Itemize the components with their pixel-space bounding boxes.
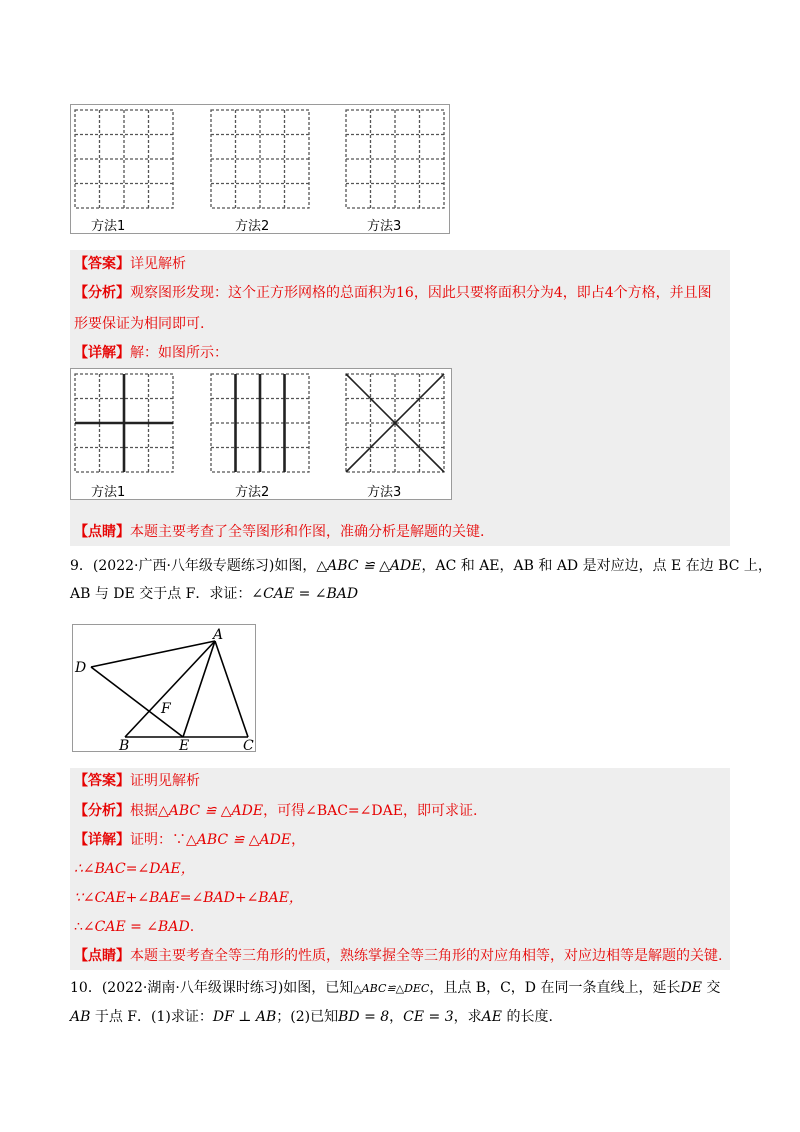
q10-line2-e: 的长度. (502, 1009, 553, 1025)
q10-line1-c: 交 (701, 980, 721, 996)
q8-detail (74, 343, 228, 363)
q8-answer (74, 254, 186, 274)
q9-stem-line-2 (70, 584, 358, 604)
point-label-f: F (161, 701, 171, 717)
comment-text: 本题主要考查了全等图形和作图，准确分析是解题的关键. (130, 524, 485, 540)
q9-analysis-tag: 【分析】 (74, 803, 130, 819)
q9-step-1: ∴∠BAC=∠DAE， (74, 861, 195, 877)
q9-step-3-prefix: ∴ (74, 919, 83, 935)
q10-stem-line-1 (70, 978, 720, 999)
solution-label-method-3: 方法3 (367, 485, 402, 500)
q9-detail-a: 证明：∵ (130, 832, 186, 848)
q9-comment-text: 本题主要考查全等三角形的性质，熟练掌握全等三角形的对应角相等，对应边相等是解题的关键. (130, 948, 723, 964)
q9-prove: ∠CAE = ∠BAD (251, 586, 359, 602)
q10-ab: AB (70, 1009, 91, 1025)
detail-text: 解：如图所示： (130, 345, 228, 361)
q9-detail (74, 830, 305, 850)
analysis-text-1: 观察图形发现：这个正方形网格的总面积为16，因此只要将面积分为4，即占4个方格，并且图 (130, 285, 712, 301)
answer-tag: 【答案】 (74, 256, 130, 272)
q10-line2-b: ；(2)已知 (276, 1009, 339, 1025)
solution-label-method-2: 方法2 (235, 485, 270, 500)
answer-text: 详见解析 (130, 256, 186, 272)
solution-grid-method-2 (210, 373, 310, 473)
label-method-3: 方法3 (367, 219, 402, 234)
q9-detail-b: ， (291, 832, 306, 848)
q8-analysis-line-2: 形要保证为相同即可. (74, 316, 205, 332)
q8-solution-figure (70, 368, 452, 500)
q9-answer-text: 证明见解析 (130, 773, 200, 789)
q9-comment-tag: 【点睛】 (74, 948, 130, 964)
q9-stem-2: AB 与 DE 交于点 F．求证： (70, 586, 252, 602)
point-label-e: E (179, 738, 190, 751)
q10-line2-c: ， (389, 1009, 404, 1025)
point-label-d: D (75, 660, 87, 676)
q10-ae: AE (481, 1009, 502, 1025)
q9-number: 9． (70, 558, 93, 574)
q9-stem-a: ，AC 和 AE，AB 和 AD 是对应边，点 E 在边 BC 上， (421, 558, 772, 574)
q10-line2-d: ，求 (453, 1009, 482, 1025)
q9-step-3-suffix: . (189, 919, 195, 935)
solution-grid-method-3 (345, 373, 445, 473)
q10-number: 10． (70, 980, 102, 996)
q9-analysis (74, 801, 477, 821)
q9-triangle-figure (72, 624, 256, 752)
q9-analysis-a: 根据 (130, 803, 158, 819)
detail-tag: 【详解】 (74, 345, 130, 361)
q10-perp: DF ⊥ AB (212, 1009, 277, 1025)
q9-analysis-cong: △ABC ≌ △ADE (158, 803, 264, 819)
q9-answer-tag: 【答案】 (74, 773, 130, 789)
q10-line1-b: ，且点 B，C，D 在同一条直线上，延长 (429, 980, 681, 996)
solution-grid-method-1 (74, 373, 174, 473)
q9-step-3-math: ∠CAE = ∠BAD (82, 919, 190, 935)
solution-label-method-1: 方法1 (91, 485, 126, 500)
q10-ce: CE = 3 (403, 1009, 454, 1025)
analysis-tag: 【分析】 (74, 285, 130, 301)
grid-method-2 (210, 109, 310, 209)
point-label-b: B (119, 738, 130, 751)
point-label-c: C (243, 738, 254, 751)
q10-line1-a: (2022·湖南·八年级课时练习)如图，已知 (101, 980, 354, 996)
grid-method-3 (345, 109, 445, 209)
q9-answer (74, 771, 200, 791)
q9-step-2: ∵∠CAE+∠BAE=∠BAD+∠BAE， (74, 890, 303, 906)
q8-analysis-line-1 (74, 283, 712, 303)
q10-bd: BD = 8 (338, 1009, 390, 1025)
point-label-a: A (213, 627, 224, 643)
q9-step-3 (74, 917, 194, 937)
q9-congruence: △ABC ≌ △ADE (316, 558, 422, 574)
q9-detail-cong: △ABC ≌ △ADE (186, 832, 292, 848)
top-grid-figure (70, 104, 450, 234)
q8-comment (74, 522, 484, 542)
label-method-1: 方法1 (91, 219, 126, 234)
q10-line2-a: 于点 F．(1)求证： (90, 1009, 213, 1025)
q9-analysis-b: ，可得∠BAC=∠DAE，即可求证. (263, 803, 478, 819)
comment-tag: 【点睛】 (74, 524, 130, 540)
q9-source: (2022·广西·八年级专题练习)如图， (92, 558, 317, 574)
q10-de: DE (680, 980, 702, 996)
grid-method-1 (74, 109, 174, 209)
label-method-2: 方法2 (235, 219, 270, 234)
q10-stem-line-2 (70, 1007, 553, 1027)
q9-detail-tag: 【详解】 (74, 832, 130, 848)
q9-stem-line-1 (70, 556, 772, 576)
q9-comment (74, 946, 722, 966)
q10-congruence: △ABC≌△DEC (353, 982, 430, 995)
